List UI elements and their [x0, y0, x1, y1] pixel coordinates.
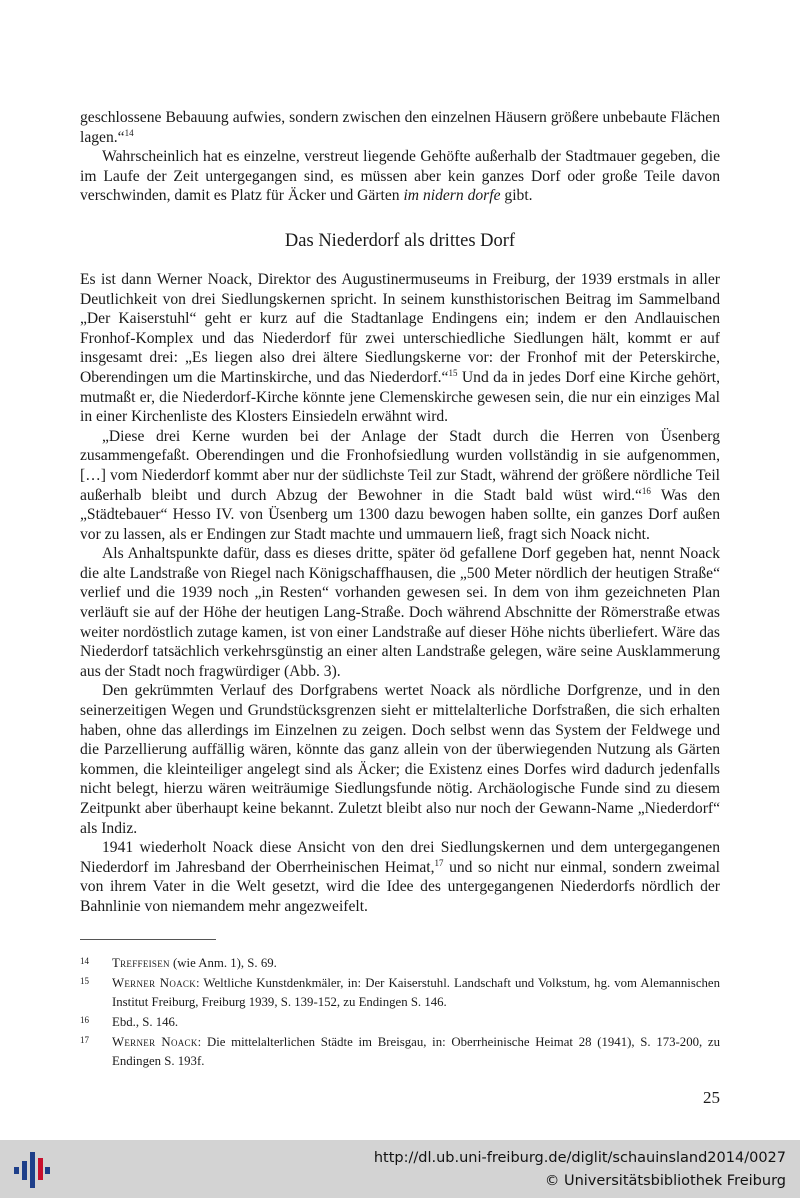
footnote-number: 16: [80, 1014, 89, 1025]
paragraph: Es ist dann Werner Noack, Direktor des Augustinermuseums in Freiburg, der 1939 erstmals in aller Deutlichkeit von drei Siedlungskernen spricht. In seinem kunsthistorischen Beitrag im Sammelband „Der Kaiserstuhl“ geht er kurz auf die Stadtanlage Endingens ein; indem er den Andlauischen Fronhof-Komplex und das Niederdorf für zwei unterschiedliche Siedlungen hält, kommt er auf insgesamt drei: „Es liegen also drei ältere Siedlungskerne vor: der Fronhof mit der Peterskirche, Oberendingen um die Martinskirche, und das Niederdorf.“$^{15}$ Und da in jedes Dorf eine Kirche gehört, mutmaßt er, die Niederdorf-Kirche könnte jene Clemenskirche gewesen sein, die nur ein einziges Mal in einer Kirchenliste des Klosters Einsiedeln erwähnt wird.: [80, 270, 720, 426]
viewer-footer: [0, 1140, 800, 1198]
paragraph: Wahrscheinlich hat es einzelne, verstreut liegende Gehöfte außerhalb der Stadtmauer gegeben, die im Laufe der Zeit untergegangen sind, es müssen aber kein ganzes Dorf oder große Teile davon verschwinden, damit es Platz für Äcker und Gärten im nidern dorfe gibt.: [80, 148, 720, 205]
paragraph: Den gekrümmten Verlauf des Dorfgrabens wertet Noack als nördliche Dorfgrenze, und in den seinerzeitigen Wegen und Grundstücksgrenzen sieht er mittelalterliche Dorfstraßen, die sich erhalten haben, ohne das allerdings im Einzelnen zu zeigen. Doch selbst wenn das System der Feldwege und die Parzellierung auffällig wären, könnte das ganz allein von der überwiegenden Nutzung als Gärten kommen, die kleinteiliger angelegt sind als Äcker; die Existenz eines Dorfes wird dadurch jedenfalls nicht belegt, hierzu wären weiträumige Siedlungsfunde nötig. Archäologische Funde sind zu diesem Zeitpunkt aber überhaupt keine bekannt. Zuletzt bleibt also nur noch der Gewann-Name „Niederdorf“ als Indiz.: [80, 682, 720, 837]
footnote: 16 Ebd., S. 146.: [80, 1013, 720, 1032]
footnote: 14 Treffeisen (wie Anm. 1), S. 69.: [80, 954, 720, 973]
paragraph: geschlossene Bebauung aufwies, sondern zwischen den einzelnen Häusern größere unbebaute Flächen lagen.“$^{14}$: [80, 109, 720, 146]
page-number: 25: [703, 1088, 720, 1107]
section-heading: Das Niederdorf als drittes Dorf: [284, 230, 516, 251]
copyright-text: © Universitätsbibliothek Freiburg: [544, 1173, 786, 1189]
footnote-ref[interactable]: 15: [448, 367, 458, 378]
footnote-ref[interactable]: 16: [641, 485, 651, 496]
footnote-author: Treffeisen: [112, 955, 170, 970]
paragraph: 1941 wiederholt Noack diese Ansicht von den drei Siedlungskernen und dem untergegangenen Niederdorf im Jahresband der Oberrheinischen Heimat,$^{17}$ und so nicht nur einmal, sondern zweimal von ihrem Vater in die Welt gesetzt, wird die Idee des untergegangenen Niederdorfs nördlich der Bahnlinie von niemandem mehr angezweifelt.: [80, 839, 720, 915]
footnote-author: Werner Noack: [112, 1034, 198, 1049]
footnote-divider: [80, 939, 216, 940]
footnote-number: 17: [80, 1034, 89, 1045]
footnote-author: Werner Noack: [112, 975, 197, 990]
paragraph: „Diese drei Kerne wurden bei der Anlage der Stadt durch die Herren von Üsenberg zusammengefaßt. Oberendingen und die Fronhofsiedlung wurden vollständig in sie aufgenommen, […] vom Niederdorf kommt aber nur der südlichste Teil zur Stadt, während der größere nördliche Teil außerhalb bleibt und durch Abzug der Bewohner in die Stadt bald wüst wird.“$^{16}$ Was den „Städtebauer“ Hesso IV. von Üsenberg um 1300 dazu bewogen haben sollte, ein ganzes Dorf außen vor zu lassen, als er Endingen zur Stadt machte und ummauern ließ, fragt sich Noack nicht.: [80, 427, 720, 543]
page-content: [80, 108, 720, 1072]
emphasis-text: im nidern dorfe: [403, 187, 501, 205]
footnote-number: 15: [80, 975, 89, 986]
footnote-ref[interactable]: 17: [434, 857, 444, 868]
ub-freiburg-logo-icon[interactable]: [14, 1152, 50, 1188]
paragraph: Als Anhaltspunkte dafür, dass es dieses dritte, später öd gefallene Dorf gegeben hat, nennt Noack die alte Landstraße von Riegel nach Königschaffhausen, die „500 Meter nördlich der heutigen Straße“ verlief und die 1939 noch „in Resten“ vorhanden gewesen sei. In dem von ihm gezeichneten Plan verläuft sie auf der Höhe der heutigen Lang-Straße. Doch während Abschnitte der Römerstraße etwas weiter nordöstlich zutage kamen, ist von einer Landstraße auf dieser Höhe nichts überliefert. Wäre das Niederdorf tatsächlich verkehrsgünstig an einer alten Landstraße gelegen, wäre seine Ausklammerung aus der Stadt noch fragwürdiger (Abb. 3).: [80, 545, 720, 680]
footnote: 15 Werner Noack: Weltliche Kunstdenkmäler, in: Der Kaiserstuhl. Landschaft und Volkstum, hg. vom Alemannischen Institut Freiburg, Freiburg 1939, S. 139-152, zu Endingen S. 146.: [80, 974, 720, 1012]
footnote-number: 14: [80, 955, 89, 966]
footnote-ref[interactable]: 14: [124, 127, 134, 138]
source-url-link[interactable]: http://dl.ub.uni-freiburg.de/diglit/schauinsland2014/0027: [373, 1150, 786, 1166]
footnote: 17 Werner Noack: Die mittelalterlichen Städte im Breisgau, in: Oberrheinische Heimat 28 (1941), S. 173-200, zu Endingen S. 193f.: [80, 1033, 720, 1071]
